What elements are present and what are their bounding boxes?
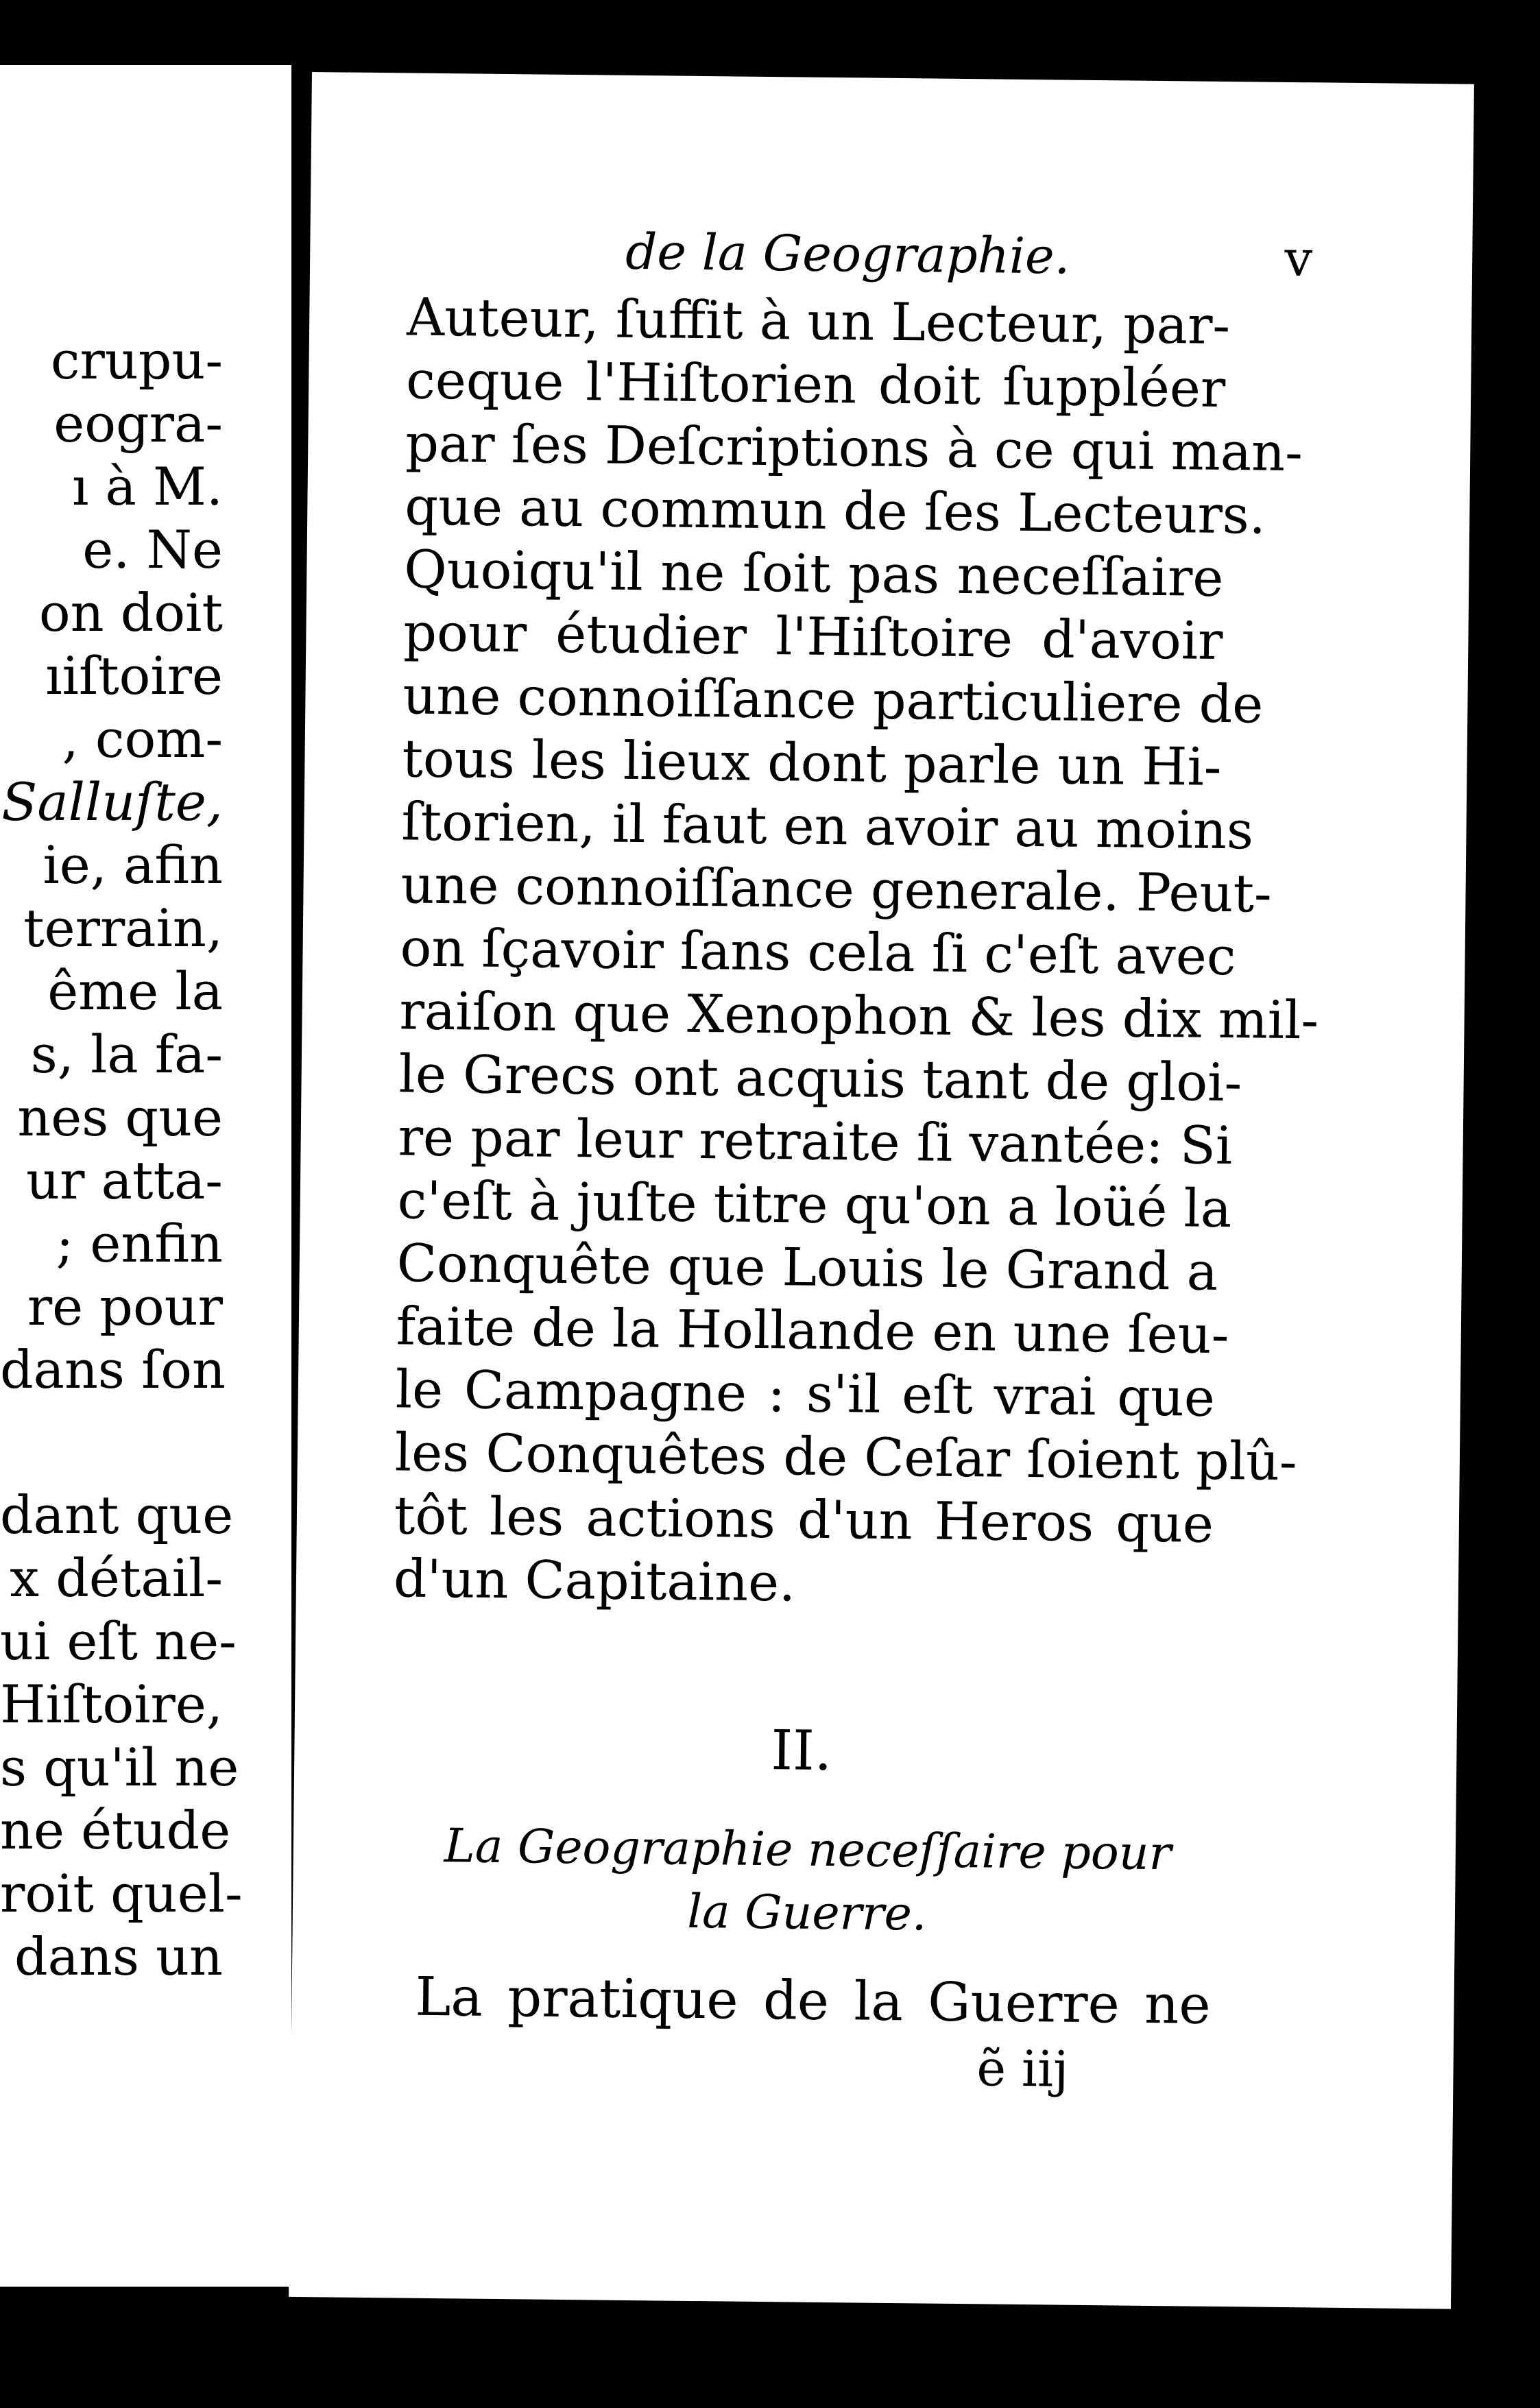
running-head bbox=[310, 219, 1313, 288]
section-number: II. bbox=[771, 1718, 832, 1783]
left-line: dant que bbox=[0, 1484, 234, 1545]
left-line: nes que bbox=[17, 1087, 223, 1148]
left-line: Salluſte, bbox=[1, 771, 223, 832]
section-first-line: La pratique de la Guerre ne bbox=[415, 1966, 1212, 2036]
text-line: raiſon que Xenophon & les dix mil- bbox=[399, 980, 1319, 1051]
left-paragraph-gap bbox=[0, 1401, 291, 1484]
text-line: ceque l'Hiſtorien doit ſuppléer bbox=[405, 349, 1226, 419]
body-text bbox=[393, 285, 1319, 1618]
running-title: de la Geographie. bbox=[625, 222, 1071, 285]
left-line: s, la fa- bbox=[30, 1024, 223, 1085]
signature-mark: ẽ iij bbox=[976, 2039, 1069, 2098]
text-line: re par leur retraite ſi vantée: Si bbox=[398, 1106, 1233, 1177]
text-line: une connoiſſance generale. Peut- bbox=[400, 854, 1273, 924]
left-line: dans un bbox=[14, 1926, 223, 1987]
left-line: ı à M. bbox=[72, 456, 223, 517]
left-line: ne étude bbox=[0, 1800, 231, 1861]
text-line: tous les lieux dont parle un Hi- bbox=[402, 727, 1222, 797]
section-heading: La Geographie neceſſaire pour la Guerre. bbox=[444, 1819, 1172, 1942]
text-line: pour étudier l'Hiſtoire d'avoir bbox=[402, 601, 1223, 671]
page-folio: v bbox=[1284, 229, 1313, 288]
text-line: Conquête que Louis le Grand a bbox=[396, 1232, 1218, 1302]
text-line: le Campagne : s'il eſt vrai que bbox=[395, 1358, 1216, 1428]
left-line: s qu'il ne bbox=[0, 1737, 239, 1798]
left-line: ; enfin bbox=[56, 1213, 223, 1274]
left-line: ême la bbox=[47, 961, 223, 1022]
text-line: par ſes Deſcriptions à ce qui man- bbox=[405, 412, 1303, 483]
left-line: ur atta- bbox=[26, 1150, 223, 1211]
left-line: Hiſtoire, bbox=[0, 1674, 223, 1735]
left-line: roit quel- bbox=[0, 1863, 243, 1924]
text-line: une connoiſſance particuliere de bbox=[402, 664, 1264, 735]
left-line: re pour bbox=[27, 1276, 223, 1337]
left-line: terrain, bbox=[23, 898, 223, 959]
text-line: ſtorien, il faut en avoir au moins bbox=[401, 791, 1254, 861]
text-line: tôt les actions d'un Heros que bbox=[394, 1484, 1214, 1554]
left-line: ie, afin bbox=[43, 834, 223, 895]
left-line: ıiſtoire bbox=[45, 645, 223, 706]
text-line: le Grecs ont acquis tant de gloi- bbox=[398, 1043, 1242, 1113]
left-line: crupu- bbox=[50, 330, 223, 391]
text-line: c'eſt à juſte titre qu'on a loüé la bbox=[397, 1169, 1232, 1240]
left-line: eogra- bbox=[53, 393, 223, 454]
text-line: faite de la Hollande en une ſeu- bbox=[396, 1295, 1229, 1366]
left-line: e. Ne bbox=[82, 519, 223, 580]
text-line: Quoiqu'il ne ſoit pas neceſſaire bbox=[403, 538, 1224, 608]
text-line: Auteur, ſuffit à un Lecteur, par- bbox=[406, 286, 1231, 357]
right-page bbox=[289, 72, 1474, 2309]
left-line: on doit bbox=[38, 582, 223, 643]
left-line: x détail- bbox=[10, 1548, 223, 1609]
text-line: que au commun de ſes Lecteurs. bbox=[404, 475, 1266, 546]
left-page-fragment bbox=[0, 65, 291, 2287]
left-page-text bbox=[0, 329, 291, 1988]
text-line: d'un Capitaine. bbox=[393, 1548, 796, 1613]
left-line: dans ſon bbox=[0, 1339, 226, 1400]
text-line: les Conquêtes de Ceſar ſoient plû- bbox=[394, 1421, 1298, 1493]
left-line: , com- bbox=[62, 708, 223, 769]
text-line: on ſçavoir ſans cela ſi c'eſt avec bbox=[400, 917, 1236, 987]
left-line: ui eſt ne- bbox=[0, 1611, 237, 1672]
